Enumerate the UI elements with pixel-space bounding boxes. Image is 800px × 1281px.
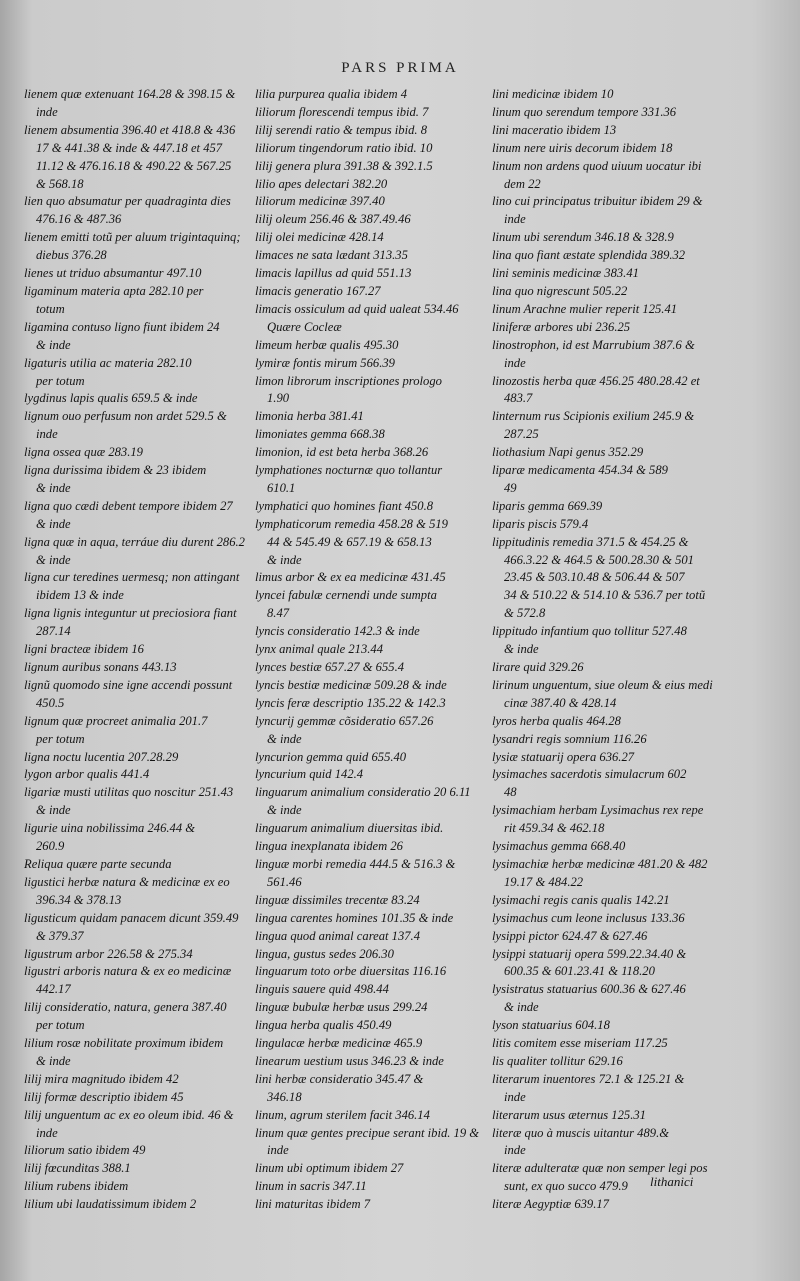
index-entry bbox=[492, 838, 792, 856]
index-entry bbox=[24, 122, 254, 194]
index-entry bbox=[255, 498, 490, 516]
index-entry-text: lingua quod animal careat 137.4 bbox=[255, 928, 420, 943]
index-entry bbox=[492, 749, 792, 767]
index-entry bbox=[24, 605, 254, 641]
index-entry-text: lilij mira magnitudo ibidem 42 bbox=[24, 1071, 179, 1086]
index-entry-text: lilij fœcunditas 388.1 bbox=[24, 1161, 131, 1176]
index-entry-text: lingua inexplanata ibidem 26 bbox=[255, 839, 403, 854]
index-entry-text: linum ubi serendum 346.18 & 328.9 bbox=[492, 230, 674, 245]
index-entry-text: linum, agrum sterilem facit 346.14 bbox=[255, 1107, 430, 1122]
index-entry-text: lirare quid 329.26 bbox=[492, 660, 584, 674]
index-entry bbox=[255, 999, 490, 1017]
index-entry-text: lymiræ fontis mirum 566.39 bbox=[255, 355, 395, 370]
index-entry-text: ligustri arboris natura & ex eo medicinæ 442.17 bbox=[24, 964, 232, 997]
index-entry-text: linguæ bubulæ herbæ usus 299.24 bbox=[255, 1000, 428, 1015]
index-entry-text: lis qualiter tollitur 629.16 bbox=[492, 1053, 623, 1068]
index-entry-text: linum nere uiris decorum ibidem 18 bbox=[492, 140, 673, 155]
index-entry bbox=[24, 999, 254, 1035]
index-entry bbox=[492, 444, 792, 462]
index-entry bbox=[492, 659, 792, 677]
index-entry-text: lilium rubens ibidem bbox=[24, 1179, 129, 1194]
index-entry-text: ligustrum arbor 226.58 & 275.34 bbox=[24, 946, 193, 961]
index-entry-text: liliorum medicinæ 397.40 bbox=[255, 194, 385, 209]
index-entry-text: limus arbor & ex ea medicinæ 431.45 bbox=[255, 570, 446, 585]
index-entry bbox=[492, 140, 792, 158]
index-entry-text: literarum inuentores 72.1 & 125.21 & inde bbox=[492, 1071, 685, 1104]
index-entry bbox=[24, 1178, 254, 1196]
index-entry-text: linum ubi optimum ibidem 27 bbox=[255, 1161, 404, 1176]
index-entry bbox=[255, 193, 490, 211]
index-entry bbox=[492, 892, 792, 910]
index-entry bbox=[255, 946, 490, 964]
index-entry bbox=[24, 86, 254, 122]
index-entry bbox=[492, 677, 792, 713]
index-entry-text: lilia purpurea qualia ibidem 4 bbox=[255, 87, 408, 101]
index-entry-text: lilio apes delectari 382.20 bbox=[255, 176, 388, 191]
index-entry bbox=[24, 1107, 254, 1143]
index-entry-text: literæ quo à muscis uitantur 489.& inde bbox=[492, 1125, 670, 1158]
index-entry-text: lysiæ statuarij opera 636.27 bbox=[492, 749, 635, 764]
index-entry-text: lygdinus lapis qualis 659.5 & inde bbox=[24, 391, 198, 406]
index-entry-text: lini seminis medicinæ 383.41 bbox=[492, 266, 639, 281]
index-entry-text: lyros herba qualis 464.28 bbox=[492, 713, 621, 728]
index-entry-text: lilium ubi laudatissimum ibidem 2 bbox=[24, 1197, 197, 1212]
index-entry-text: linguarum toto orbe diuersitas 116.16 bbox=[255, 964, 447, 979]
index-entry-text: liliorum satio ibidem 49 bbox=[24, 1143, 146, 1158]
index-entry bbox=[255, 301, 490, 337]
index-entry bbox=[24, 963, 254, 999]
index-entry bbox=[255, 86, 490, 104]
index-entry bbox=[255, 462, 490, 498]
index-entry bbox=[255, 516, 490, 570]
index-entry bbox=[492, 498, 792, 516]
catchword: lithanici bbox=[650, 1174, 694, 1189]
index-entry bbox=[492, 337, 792, 373]
index-entry bbox=[492, 229, 792, 247]
index-entry bbox=[492, 766, 792, 802]
index-entry-text: literæ Aegyptiæ 639.17 bbox=[492, 1197, 609, 1212]
index-entry-text: lienem quæ extenuant 164.28 & 398.15 & inde bbox=[24, 87, 236, 119]
index-entry-text: linternum rus Scipionis exilium 245.9 & 287.25 bbox=[492, 409, 695, 442]
index-entry-text: linum quæ gentes precipue serant ibid. 19 & inde bbox=[255, 1125, 480, 1158]
index-entry-text: liothasium Napi genus 352.29 bbox=[492, 445, 644, 460]
index-entry-text: lyncurium quid 142.4 bbox=[255, 767, 364, 782]
index-entry-text: Reliqua quære parte secunda bbox=[24, 856, 172, 871]
index-entry bbox=[255, 928, 490, 946]
index-entry bbox=[255, 247, 490, 265]
index-entry bbox=[24, 193, 254, 229]
index-entry-text: lilium rosæ nobilitate proximum ibidem & inde bbox=[24, 1036, 224, 1068]
index-entry-text: lysimachus gemma 668.40 bbox=[492, 839, 626, 854]
index-entry bbox=[255, 265, 490, 283]
index-entry-text: linum in sacris 347.11 bbox=[255, 1179, 367, 1194]
index-entry-text: ligna noctu lucentia 207.28.29 bbox=[24, 749, 179, 764]
index-entry bbox=[24, 1142, 254, 1160]
index-entry-text: ligna cur teredines uermesq; non attingant ibidem 13 & inde bbox=[24, 570, 240, 603]
index-entry bbox=[255, 820, 490, 838]
index-entry bbox=[492, 713, 792, 731]
index-entry bbox=[492, 1053, 792, 1071]
index-entry bbox=[255, 766, 490, 784]
index-entry bbox=[255, 444, 490, 462]
index-entry-text: lippitudinis remedia 371.5 & 454.25 & 466.3.22 & 464.5 & 500.28.30 & 501 23.45 & 503.10.48 & 506.44 & 507 34 & 510.22 & 514.10 & 536.7 per totũ & 572.8 bbox=[492, 534, 706, 621]
index-entry bbox=[492, 1160, 792, 1196]
index-entry bbox=[24, 946, 254, 964]
index-entry-text: linearum uestium usus 346.23 & inde bbox=[255, 1053, 444, 1068]
index-entry bbox=[24, 498, 254, 534]
index-entry-text: lyson statuarius 604.18 bbox=[492, 1018, 610, 1033]
index-entry-text: liliorum florescendi tempus ibid. 7 bbox=[255, 104, 429, 119]
index-entry bbox=[255, 569, 490, 587]
index-entry-text: lyncis bestiæ medicinæ 509.28 & inde bbox=[255, 677, 447, 692]
index-entry bbox=[255, 892, 490, 910]
index-entry bbox=[492, 1035, 792, 1053]
index-entry bbox=[255, 1178, 490, 1196]
index-entry-text: linguæ morbi remedia 444.5 & 516.3 & 561.46 bbox=[255, 856, 456, 889]
index-entry bbox=[492, 516, 792, 534]
index-entry bbox=[24, 784, 254, 820]
index-entry-text: lysimachus cum leone inclusus 133.36 bbox=[492, 910, 685, 925]
index-entry bbox=[24, 856, 254, 874]
index-entry bbox=[492, 731, 792, 749]
index-entry bbox=[24, 265, 254, 283]
index-entry-text: ligna durissima ibidem & 23 ibidem & inde bbox=[24, 463, 207, 495]
index-entry bbox=[492, 104, 792, 122]
index-entry bbox=[255, 1035, 490, 1053]
index-entry bbox=[24, 766, 254, 784]
index-entry bbox=[255, 229, 490, 247]
index-entry bbox=[255, 140, 490, 158]
index-entry bbox=[492, 408, 792, 444]
index-entry-text: lina quo fiant æstate splendida 389.32 bbox=[492, 248, 686, 263]
index-entry-text: lippitudo infantium quo tollitur 527.48 & inde bbox=[492, 624, 687, 657]
index-entry bbox=[255, 856, 490, 892]
index-entry bbox=[255, 373, 490, 409]
index-entry-text: lilij serendi ratio & tempus ibid. 8 bbox=[255, 122, 427, 137]
index-entry bbox=[24, 408, 254, 444]
index-entry bbox=[24, 569, 254, 605]
index-entry bbox=[492, 122, 792, 140]
index-entry bbox=[255, 355, 490, 373]
index-entry-text: lynces bestiæ 657.27 & 655.4 bbox=[255, 660, 405, 674]
index-entry-text: ligni bracteæ ibidem 16 bbox=[24, 642, 144, 657]
index-entry-text: ligusticum quidam panacem dicunt 359.49 & 379.37 bbox=[24, 910, 239, 943]
index-entry-text: lienes ut triduo absumantur 497.10 bbox=[24, 266, 202, 281]
index-entry bbox=[492, 1071, 792, 1107]
index-entry-text: ligustici herbæ natura & medicinæ ex eo 396.34 & 378.13 bbox=[24, 874, 230, 907]
index-entry-text: lilij olei medicinæ 428.14 bbox=[255, 230, 384, 245]
index-entry-text: litis comitem esse miseriam 117.25 bbox=[492, 1036, 668, 1051]
index-entry-text: limacis generatio 167.27 bbox=[255, 283, 381, 298]
index-entry-text: lingua, gustus sedes 206.30 bbox=[255, 946, 394, 961]
index-entry bbox=[255, 426, 490, 444]
index-entry bbox=[24, 1035, 254, 1071]
index-entry bbox=[492, 462, 792, 498]
index-entry bbox=[492, 946, 792, 982]
index-entry-text: liparis piscis 579.4 bbox=[492, 516, 589, 531]
index-entry bbox=[255, 1053, 490, 1071]
index-entry bbox=[255, 158, 490, 176]
index-entry bbox=[255, 176, 490, 194]
index-entry-text: lilij unguentum ac ex eo oleum ibid. 46 & inde bbox=[24, 1107, 234, 1140]
index-entry-text: lysandri regis somnium 116.26 bbox=[492, 731, 647, 746]
index-entry bbox=[492, 319, 792, 337]
index-entry-text: lilij genera plura 391.38 & 392.1.5 bbox=[255, 158, 433, 173]
index-entry bbox=[255, 1071, 490, 1107]
index-entry-text: limon librorum inscriptiones prologo 1.90 bbox=[255, 373, 442, 406]
index-entry-text: linguæ dissimiles trecentæ 83.24 bbox=[255, 892, 420, 907]
index-entry-text: limoniates gemma 668.38 bbox=[255, 427, 385, 442]
index-entry bbox=[492, 1125, 792, 1161]
index-entry bbox=[492, 1017, 792, 1035]
index-entry bbox=[255, 408, 490, 426]
index-entry-text: lymphaticorum remedia 458.28 & 519 44 & 545.49 & 657.19 & 658.13 & inde bbox=[255, 516, 448, 567]
index-entry-text: ligna quo cædi debent tempore ibidem 27 & inde bbox=[24, 498, 233, 531]
index-entry bbox=[24, 910, 254, 946]
index-entry bbox=[492, 283, 792, 301]
index-entry-text: literarum usus æternus 125.31 bbox=[492, 1107, 646, 1122]
index-entry-text: linguis sauere quid 498.44 bbox=[255, 982, 389, 997]
index-entry-text: lymphatici quo homines fiant 450.8 bbox=[255, 498, 434, 513]
index-entry bbox=[24, 1089, 254, 1107]
index-entry-text: lienem emitti totũ per aluum trigintaquinq; diebus 376.28 bbox=[24, 230, 241, 263]
index-entry-text: lilij consideratio, natura, genera 387.40 per totum bbox=[24, 1000, 227, 1033]
index-entry bbox=[255, 283, 490, 301]
index-entry-text: limacis lapillus ad quid 551.13 bbox=[255, 266, 412, 281]
index-entry-text: lyncurion gemma quid 655.40 bbox=[255, 749, 407, 764]
index-entry bbox=[24, 319, 254, 355]
index-entry-text: ligna ossea quæ 283.19 bbox=[24, 445, 143, 460]
index-entry-text: lilij formæ descriptio ibidem 45 bbox=[24, 1089, 184, 1104]
index-entry bbox=[24, 1160, 254, 1178]
index-entry-text: linum Arachne mulier reperit 125.41 bbox=[492, 301, 678, 316]
index-entry bbox=[255, 641, 490, 659]
index-entry-text: ligurie uina nobilissima 246.44 & 260.9 bbox=[24, 821, 196, 854]
index-entry bbox=[24, 874, 254, 910]
index-entry-text: lilij oleum 256.46 & 387.49.46 bbox=[255, 212, 411, 227]
index-entry bbox=[492, 193, 792, 229]
index-entry-text: lysimaches sacerdotis simulacrum 602 48 bbox=[492, 767, 687, 800]
index-entry bbox=[24, 1071, 254, 1089]
index-entry bbox=[255, 211, 490, 229]
index-entry-text: lyncis feræ descriptio 135.22 & 142.3 bbox=[255, 695, 446, 710]
index-entry-text: lysimachiæ herbæ medicinæ 481.20 & 482 19.17 & 484.22 bbox=[492, 856, 708, 889]
index-entry bbox=[492, 981, 792, 1017]
index-entry bbox=[24, 390, 254, 408]
index-entry-text: limonia herba 381.41 bbox=[255, 409, 364, 424]
index-entry-text: lini maturitas ibidem 7 bbox=[255, 1197, 371, 1212]
index-entry bbox=[255, 981, 490, 999]
index-entry bbox=[24, 713, 254, 749]
index-entry bbox=[255, 1125, 490, 1161]
index-entry bbox=[492, 534, 792, 624]
index-entry bbox=[492, 928, 792, 946]
index-entry-text: lyncurij gemmæ cõsideratio 657.26 & inde bbox=[255, 713, 434, 746]
index-entry-text: lyncis consideratio 142.3 & inde bbox=[255, 624, 420, 639]
index-entry bbox=[255, 659, 490, 677]
index-entry bbox=[24, 283, 254, 319]
index-entry bbox=[255, 104, 490, 122]
index-entry-text: linum quo serendum tempore 331.36 bbox=[492, 104, 677, 119]
index-entry bbox=[255, 963, 490, 981]
index-entry-text: literæ adulteratæ quæ non semper legi pos sunt, ex quo succo 479.9 bbox=[492, 1161, 708, 1194]
index-entry-text: lini herbæ consideratio 345.47 & 346.18 bbox=[255, 1071, 424, 1104]
index-entry-text: lienem absumentia 396.40 et 418.8 & 436 17 & 441.38 & inde & 447.18 et 457 11.12 & 476.16.18 & 490.22 & 567.25 & 568.18 bbox=[24, 122, 236, 191]
index-entry-text: limaces ne sata lædant 313.35 bbox=[255, 248, 408, 263]
index-entry bbox=[255, 713, 490, 749]
index-entry-text: ligariæ musti utilitas quo noscitur 251.43 & inde bbox=[24, 785, 234, 818]
index-entry bbox=[24, 659, 254, 677]
index-entry-text: liliorum tingendorum ratio ibid. 10 bbox=[255, 140, 433, 155]
index-entry bbox=[255, 749, 490, 767]
index-entry-text: ligamina contuso ligno fiunt ibidem 24 & inde bbox=[24, 319, 220, 352]
index-entry-text: liparis gemma 669.39 bbox=[492, 498, 603, 513]
index-entry-text: lyncei fabulæ cernendi unde sumpta 8.47 bbox=[255, 588, 437, 621]
index-entry bbox=[492, 802, 792, 838]
index-entry bbox=[492, 158, 792, 194]
index-entry-text: liparæ medicamenta 454.34 & 589 49 bbox=[492, 463, 668, 495]
index-entry-text: lingua carentes homines 101.35 & inde bbox=[255, 910, 454, 925]
index-entry bbox=[492, 910, 792, 928]
index-entry bbox=[24, 229, 254, 265]
index-entry-text: lingua herba qualis 450.49 bbox=[255, 1018, 392, 1033]
index-entry-text: linguarum animalium consideratio 20 6.11 & inde bbox=[255, 785, 471, 818]
index-entry-text: lino cui principatus tribuitur ibidem 29 & inde bbox=[492, 194, 703, 227]
index-entry-text: lirinum unguentum, siue oleum & eius medi cinæ 387.40 & 428.14 bbox=[492, 677, 713, 710]
index-entry-text: linozostis herba quæ 456.25 480.28.42 et 483.7 bbox=[492, 373, 700, 406]
index-entry bbox=[24, 749, 254, 767]
index-entry-text: lien quo absumatur per quadraginta dies 476.16 & 487.36 bbox=[24, 194, 231, 227]
index-entry-text: lysistratus statuarius 600.36 & 627.46 & inde bbox=[492, 982, 686, 1015]
index-entry bbox=[255, 1160, 490, 1178]
index-entry-text: limeum herbæ qualis 495.30 bbox=[255, 337, 399, 352]
index-entry-text: lymphationes nocturnæ quo tollantur 610.1 bbox=[255, 463, 443, 495]
index-entry-text: ligaturis utilia ac materia 282.10 per totum bbox=[24, 355, 192, 388]
index-entry bbox=[255, 587, 490, 623]
index-entry bbox=[492, 1196, 792, 1214]
index-entry bbox=[24, 355, 254, 391]
index-entry bbox=[24, 1196, 254, 1214]
index-entry-text: linguarum animalium diuersitas ibid. bbox=[255, 821, 444, 836]
index-entry-text: lysippi pictor 624.47 & 627.46 bbox=[492, 928, 648, 943]
index-entry-text: linum non ardens quod uiuum uocatur ibi dem 22 bbox=[492, 158, 702, 191]
index-entry bbox=[255, 910, 490, 928]
index-entry bbox=[24, 677, 254, 713]
index-entry-text: liniferæ arbores ubi 236.25 bbox=[492, 319, 631, 334]
index-entry bbox=[255, 1196, 490, 1214]
index-entry bbox=[492, 1107, 792, 1125]
index-entry bbox=[255, 838, 490, 856]
index-entry-text: lini maceratio ibidem 13 bbox=[492, 122, 617, 137]
index-entry bbox=[255, 1107, 490, 1125]
index-entry bbox=[24, 444, 254, 462]
index-entry bbox=[24, 534, 254, 570]
index-entry bbox=[255, 623, 490, 641]
index-entry bbox=[255, 784, 490, 820]
index-entry bbox=[492, 265, 792, 283]
index-entry bbox=[24, 641, 254, 659]
index-entry-text: lignum ouo perfusum non ardet 529.5 & inde bbox=[24, 409, 227, 442]
index-column-middle bbox=[255, 86, 490, 1214]
index-entry-text: lina quo nigrescunt 505.22 bbox=[492, 283, 628, 298]
index-entry-text: linostrophon, id est Marrubium 387.6 & inde bbox=[492, 337, 695, 370]
index-entry bbox=[255, 677, 490, 695]
index-entry-text: lysimachi regis canis qualis 142.21 bbox=[492, 892, 670, 907]
running-header: PARS PRIMA bbox=[341, 60, 459, 76]
index-entry bbox=[492, 301, 792, 319]
index-entry-text: lignũ quomodo sine igne accendi possunt 450.5 bbox=[24, 677, 233, 710]
index-entry bbox=[255, 122, 490, 140]
index-entry-text: limacis ossiculum ad quid ualeat 534.46 Quære Cocleæ bbox=[255, 301, 459, 334]
index-entry bbox=[255, 695, 490, 713]
index-entry-text: ligna lignis integuntur ut preciosiora fiant 287.14 bbox=[24, 606, 237, 639]
index-entry bbox=[255, 337, 490, 355]
index-entry-text: lingulacæ herbæ medicinæ 465.9 bbox=[255, 1036, 423, 1051]
index-entry-text: lygon arbor qualis 441.4 bbox=[24, 767, 150, 782]
index-entry-text: ligna quæ in aqua, terráue diu durent 286.2 & inde bbox=[24, 534, 245, 567]
index-entry bbox=[24, 462, 254, 498]
index-column-left bbox=[24, 86, 254, 1214]
index-column-right bbox=[492, 86, 792, 1214]
index-entry bbox=[24, 820, 254, 856]
index-entry-text: lignum quæ procreet animalia 201.7 per totum bbox=[24, 713, 208, 746]
index-entry-text: lynx animal quale 213.44 bbox=[255, 642, 384, 657]
index-entry-text: lini medicinæ ibidem 10 bbox=[492, 87, 614, 101]
index-entry-text: ligaminum materia apta 282.10 per totum bbox=[24, 283, 204, 316]
index-entry bbox=[492, 856, 792, 892]
index-entry-text: lysimachiam herbam Lysimachus rex repe rit 459.34 & 462.18 bbox=[492, 803, 704, 836]
index-entry bbox=[492, 86, 792, 104]
index-entry bbox=[492, 623, 792, 659]
index-entry-text: limonion, id est beta herba 368.26 bbox=[255, 445, 429, 460]
index-entry bbox=[492, 373, 792, 409]
index-entry-text: lignum auribus sonans 443.13 bbox=[24, 660, 177, 674]
index-entry-text: lysippi statuarij opera 599.22.34.40 & 600.35 & 601.23.41 & 118.20 bbox=[492, 946, 687, 979]
index-entry bbox=[492, 247, 792, 265]
index-entry bbox=[255, 1017, 490, 1035]
